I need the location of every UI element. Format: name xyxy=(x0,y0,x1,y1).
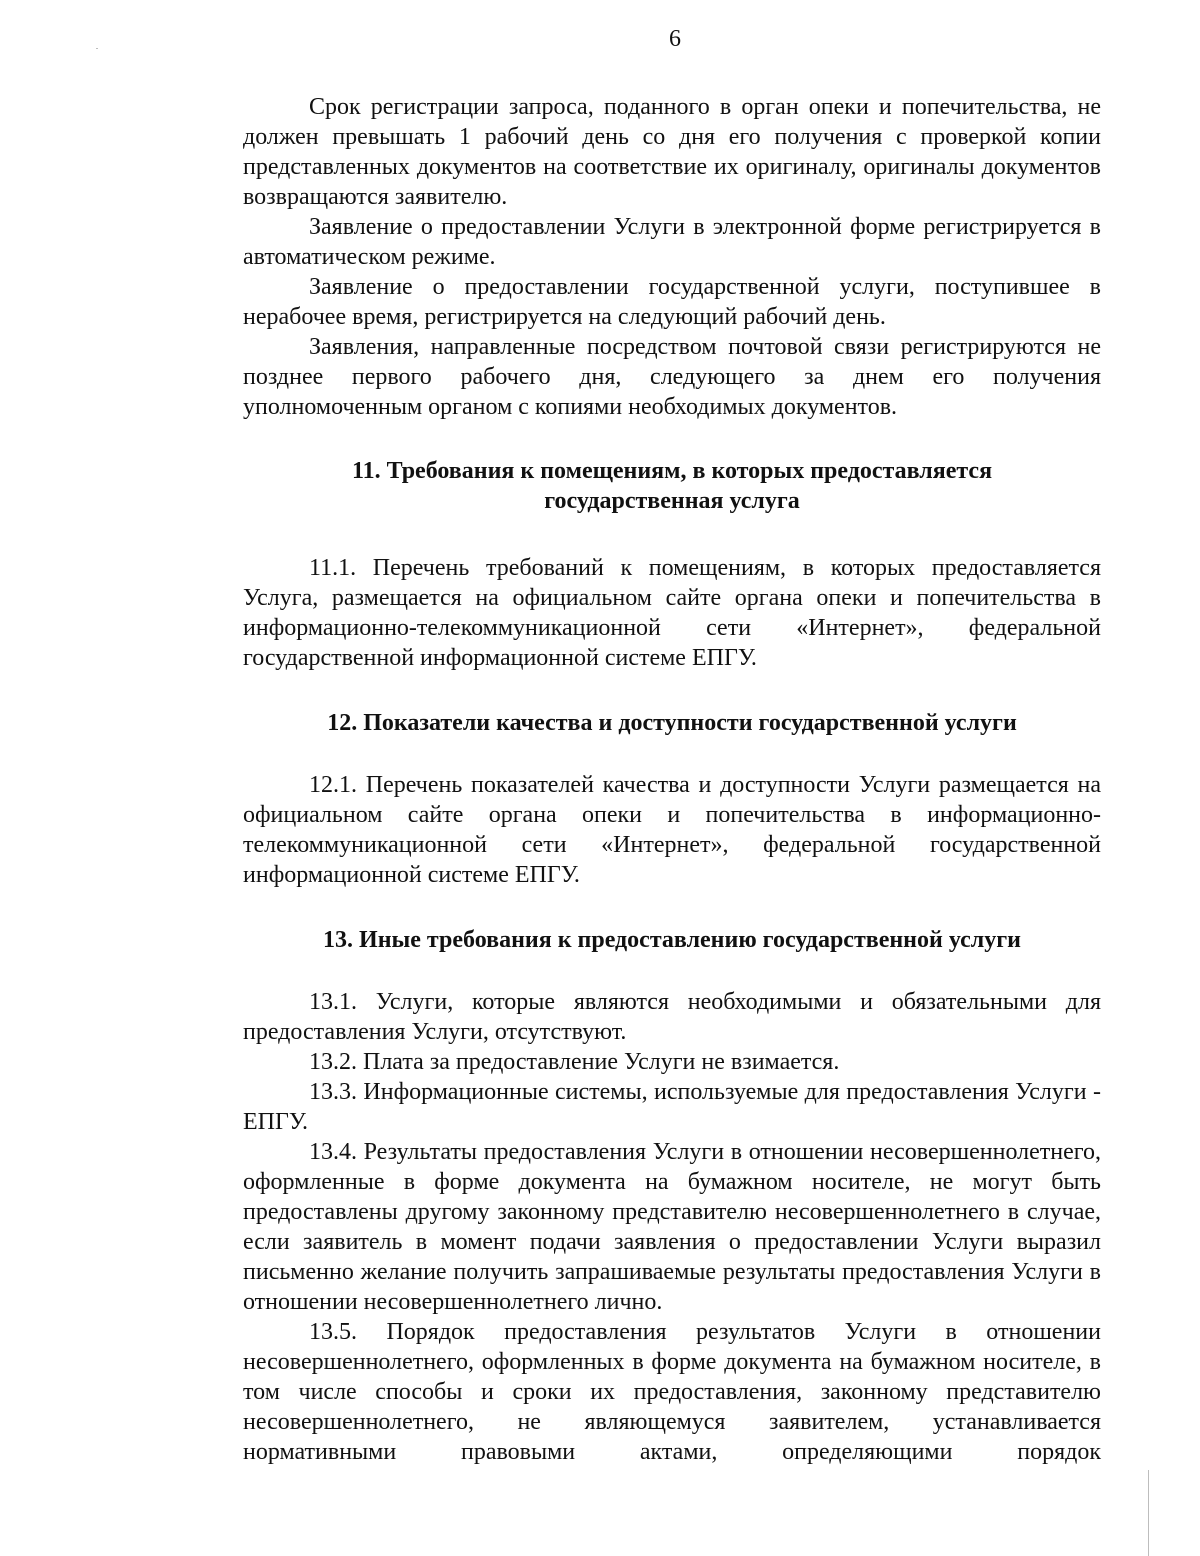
paragraph-electronic-registration: Заявление о предоставлении Услуги в электронной форме регистрируется в автоматическом режиме. xyxy=(243,214,1101,270)
paragraph-registration-deadline: Срок регистрации запроса, поданного в орган опеки и попечительства, не должен превышать 1 рабочий день со дня его получения с проверкой копии представленных документов на соответствие их оригиналу, оригиналы документов возвращаются заявителю. xyxy=(243,94,1101,210)
paragraph-13-3: 13.3. Информационные системы, используемые для предоставления Услуги - ЕПГУ. xyxy=(243,1079,1101,1135)
section-heading-12: 12. Показатели качества и доступности государственной услуги xyxy=(327,710,1017,736)
paragraph-13-5: 13.5. Порядок предоставления результатов Услуги в отношении несовершеннолетнего, оформленных в форме документа на бумажном носителе, в том числе способы и сроки их предоставления, законному представителю несовершеннолетнего, не являющемуся заявителем, устанавливается нормативными правовыми актами, определяющими порядок xyxy=(243,1319,1101,1465)
paragraph-13-2: 13.2. Плата за предоставление Услуги не взимается. xyxy=(309,1049,840,1075)
paragraph-11-1: 11.1. Перечень требований к помещениям, в которых предоставляется Услуга, размещается на официальном сайте органа опеки и попечительства в информационно-телекоммуникационной сети «Интернет», федеральной государственной информационной системе ЕПГУ. xyxy=(243,555,1101,671)
paragraph-13-4: 13.4. Результаты предоставления Услуги в отношении несовершеннолетнего, оформленные в форме документа на бумажном носителе, не могут быть предоставлены другому законному представителю несовершеннолетнего в случае, если заявитель в момент подачи заявления о предоставлении Услуги выразил письменно желание получить запрашиваемые результаты предоставления Услуги в отношении несовершеннолетнего лично. xyxy=(243,1139,1101,1315)
paragraph-13-1: 13.1. Услуги, которые являются необходимыми и обязательными для предоставления Услуги, отсутствуют. xyxy=(243,989,1101,1045)
section-heading-11-line-1: 11. Требования к помещениям, в которых предоставляется xyxy=(351,458,993,484)
section-heading-13: 13. Иные требования к предоставлению государственной услуги xyxy=(323,927,1021,953)
paragraph-nonworking-time: Заявление о предоставлении государственной услуги, поступившее в нерабочее время, регистрируется на следующий рабочий день. xyxy=(243,274,1101,330)
scan-artifact-mark xyxy=(1148,1470,1149,1556)
page-number: 6 xyxy=(669,26,681,52)
section-heading-11-line-2: государственная услуга xyxy=(544,488,800,514)
scan-artifact-dot xyxy=(96,48,98,49)
section-heading-11 xyxy=(243,456,1101,516)
paragraph-12-1: 12.1. Перечень показателей качества и доступности Услуги размещается на официальном сайте органа опеки и попечительства в информационно-телекоммуникационной сети «Интернет», федеральной государственной информационной системе ЕПГУ. xyxy=(243,772,1101,888)
paragraph-postal-applications: Заявления, направленные посредством почтовой связи регистрируются не позднее первого рабочего дня, следующего за днем его получения уполномоченным органом с копиями необходимых документов. xyxy=(243,334,1101,420)
document-body xyxy=(243,92,1101,1467)
